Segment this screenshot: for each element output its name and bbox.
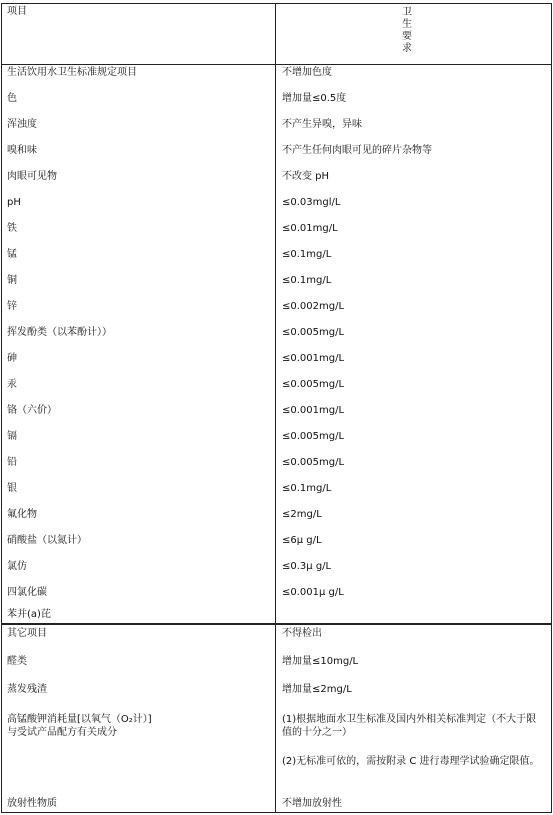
table-row-requirement: ≤2mg/L bbox=[282, 509, 322, 520]
section1-title-requirement: 不增加色度 bbox=[282, 67, 332, 78]
table-row-item: 铅 bbox=[7, 457, 17, 468]
table-column-divider bbox=[275, 3, 276, 813]
header-requirement-char: 求 bbox=[402, 43, 412, 54]
table-row-item: 氟化物 bbox=[7, 509, 37, 520]
header-item-label: 项目 bbox=[7, 6, 27, 17]
table-row-item: 挥发酚类（以苯酚计）） bbox=[7, 327, 112, 338]
header-requirement-char: 生 bbox=[402, 19, 412, 30]
kmno4-requirement-2: (2)无标准可依的，需按附录 C 进行毒理学试验确定限值。 bbox=[282, 756, 540, 767]
section-divider bbox=[1, 623, 551, 625]
table-row-item: 肉眼可见物 bbox=[7, 171, 57, 182]
header-requirement-char: 要 bbox=[402, 31, 412, 42]
table-border-left bbox=[1, 3, 2, 813]
last-row-requirement: 不增加放射性 bbox=[282, 798, 342, 809]
table-row-item: 铜 bbox=[7, 275, 17, 286]
table-row-requirement: 增加量≤10mg/L bbox=[282, 656, 359, 667]
section2-title: 其它项目 bbox=[7, 628, 47, 639]
table-row-requirement: ≤0.1mg/L bbox=[282, 275, 332, 286]
kmno4-requirement-1: (1)根据地面水卫生标准及国内外相关标准判定（不大于限值的十分之一） bbox=[282, 714, 537, 738]
table-row-requirement: ≤0.005mg/L bbox=[282, 457, 345, 468]
table-row-item: 四氯化碳 bbox=[7, 587, 47, 598]
table-row-item: 浑浊度 bbox=[7, 119, 37, 130]
table-row-requirement: ≤0.002mg/L bbox=[282, 301, 345, 312]
kmno4-item-line2: 与受试产品配方有关成分 bbox=[7, 727, 117, 738]
table-row-item: 氯仿 bbox=[7, 561, 27, 572]
table-row-requirement: ≤6μ g/L bbox=[282, 535, 322, 546]
table-row-requirement: 不改变 pH bbox=[282, 171, 330, 182]
table-row-requirement: ≤0.001mg/L bbox=[282, 353, 345, 364]
table-row-item: pH bbox=[7, 197, 21, 208]
table-row-requirement: 不产生异嗅，异味 bbox=[282, 119, 362, 130]
last-row-item: 放射性物质 bbox=[7, 798, 57, 809]
table-row-requirement: ≤0.3μ g/L bbox=[282, 561, 332, 572]
table-row-item: 银 bbox=[7, 483, 17, 494]
table-row-requirement: ≤0.005mg/L bbox=[282, 379, 345, 390]
table-row-item: 蒸发残渣 bbox=[7, 684, 47, 695]
table-row-item: 苯并(a)芘 bbox=[7, 609, 51, 620]
table-row-item: 嗅和味 bbox=[7, 145, 37, 156]
table-row-item: 镉 bbox=[7, 431, 17, 442]
table-row-requirement: ≤0.01mg/L bbox=[282, 223, 338, 234]
section2-title-requirement: 不得检出 bbox=[282, 628, 322, 639]
table-row-requirement: ≤0.1mg/L bbox=[282, 249, 332, 260]
table-row-item: 铬（六价） bbox=[7, 405, 57, 416]
header-divider bbox=[1, 64, 551, 65]
table-row-requirement: ≤0.001mg/L bbox=[282, 405, 345, 416]
table-row-requirement: ≤0.03mgl/L bbox=[282, 197, 341, 208]
table-border-top bbox=[1, 3, 551, 4]
table-row-requirement: 增加量≤0.5度 bbox=[282, 93, 347, 104]
kmno4-item-line1: 高锰酸钾消耗量[以氧气（O₂计）] bbox=[7, 714, 152, 725]
table-row-requirement: 不产生任何肉眼可见的碎片杂物等 bbox=[282, 145, 432, 156]
section1-title: 生活饮用水卫生标准规定项目 bbox=[7, 67, 137, 78]
table-row-item: 锰 bbox=[7, 249, 17, 260]
table-border-bottom bbox=[1, 812, 551, 813]
table-row-item: 砷 bbox=[7, 353, 17, 364]
table-row-requirement: ≤0.005mg/L bbox=[282, 431, 345, 442]
table-border-right bbox=[551, 3, 552, 813]
table-row-item: 汞 bbox=[7, 379, 17, 390]
header-requirement-label bbox=[400, 7, 414, 55]
table-row-requirement: ≤0.005mg/L bbox=[282, 327, 345, 338]
table-row-requirement: ≤0.1mg/L bbox=[282, 483, 332, 494]
table-row-requirement: ≤0.001μ g/L bbox=[282, 587, 344, 598]
table-row-item: 色 bbox=[7, 93, 17, 104]
table-row-item: 醛类 bbox=[7, 656, 27, 667]
table-row-item: 锌 bbox=[7, 301, 17, 312]
header-requirement-char: 卫 bbox=[402, 7, 412, 18]
table-row-item: 铁 bbox=[7, 223, 17, 234]
table-row-requirement: 增加量≤2mg/L bbox=[282, 684, 352, 695]
table-row-item: 硝酸盐（以氮计） bbox=[7, 535, 87, 546]
